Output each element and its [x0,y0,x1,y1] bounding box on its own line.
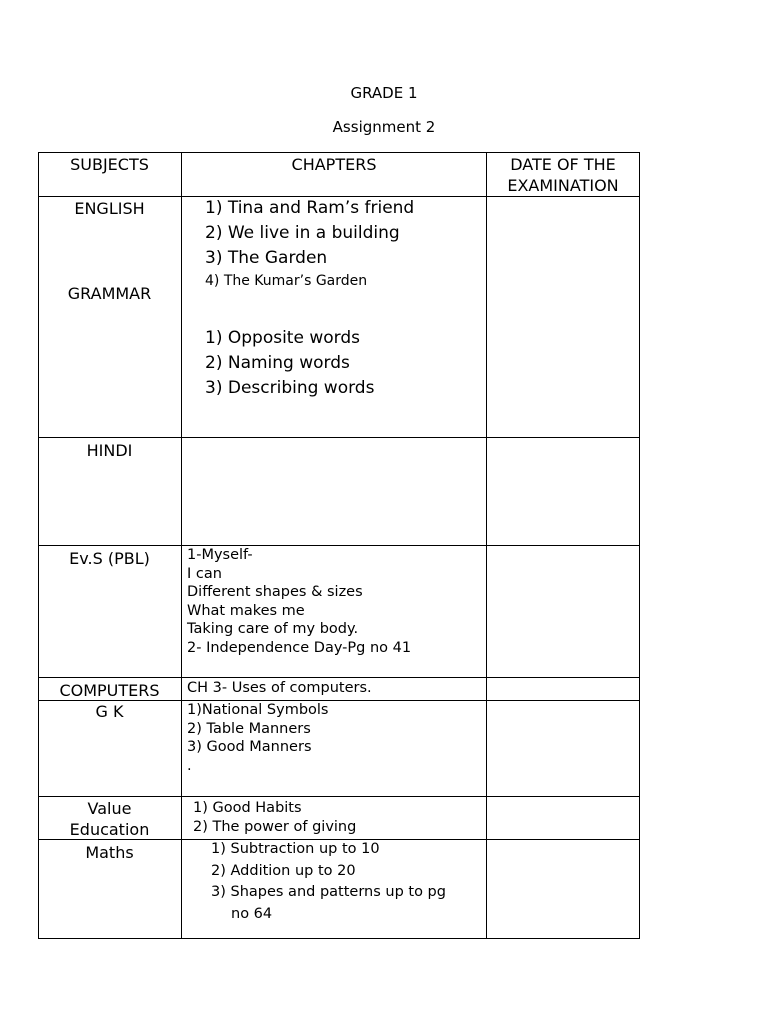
subject-value-education [38,798,181,840]
list-item: 1-Myself- [187,547,253,563]
evs-chapter-list [187,546,411,657]
english-chapter-list [205,196,414,271]
computers-chapter-list [187,679,372,698]
grammar-chapter-list [205,326,374,401]
list-item: 1) Opposite words [205,328,360,348]
table-border-bottom [38,938,640,939]
list-item: 4) The Kumar’s Garden [205,273,368,289]
subject-hindi: HINDI [86,441,133,460]
header-date [487,154,639,196]
header-subjects [38,154,181,175]
header-date-line2: EXAMINATION [507,176,619,195]
subject-maths: Maths [85,843,134,862]
list-item: 3) Shapes and patterns up to pg [211,884,446,900]
list-item: 1) Tina and Ram’s friend [205,198,415,218]
subject-grammar: GRAMMAR [67,284,152,303]
column-divider [486,152,487,939]
maths-chapter-list [211,839,446,925]
grade-title: GRADE 1 [350,84,418,102]
list-item: 1) Subtraction up to 10 [211,841,380,857]
list-item: 3) Good Manners [187,739,312,755]
list-item: . [187,757,192,774]
table-border-right [639,152,640,939]
list-item: CH 3- Uses of computers. [187,680,372,696]
list-item: 2) Table Manners [187,720,311,737]
list-item: What makes me [187,602,305,619]
column-divider [181,152,182,939]
list-item: 3) The Garden [205,248,328,268]
list-item: 2) Naming words [205,353,350,373]
list-item: 2) Addition up to 20 [211,862,356,879]
english-chapter-extra [205,272,367,291]
gk-chapter-list [187,701,328,775]
subject-evs: Ev.S (PBL) [69,549,150,568]
subject-value-education-line2: Education [69,820,150,839]
subject-english: ENGLISH [74,199,145,218]
list-item: 2) We live in a building [205,223,400,243]
assignment-title: Assignment 2 [332,118,436,136]
list-item: Taking care of my body. [187,621,359,637]
row-divider [38,796,640,797]
header-date-line1: DATE OF THE [510,155,616,174]
row-divider [38,437,640,438]
list-item: 2- Independence Day-Pg no 41 [187,639,412,656]
table-border-top [38,152,640,153]
list-item: 1) Good Habits [193,800,302,816]
list-item: 1)National Symbols [187,702,329,718]
header-chapters [182,154,486,175]
value-education-chapter-list [193,799,356,836]
subject-computers: COMPUTERS [59,681,160,700]
subject-gk: G K [95,702,124,721]
list-item: 2) The power of giving [193,818,357,835]
list-item: I can [187,565,222,582]
header-subjects-label: SUBJECTS [70,155,149,174]
header-chapters-label: CHAPTERS [291,155,377,174]
list-item: no 64 [231,905,273,922]
row-divider [38,677,640,678]
list-item: Different shapes & sizes [187,584,363,600]
subject-value-education-line1: Value [87,799,132,818]
list-item: 3) Describing words [205,378,375,398]
